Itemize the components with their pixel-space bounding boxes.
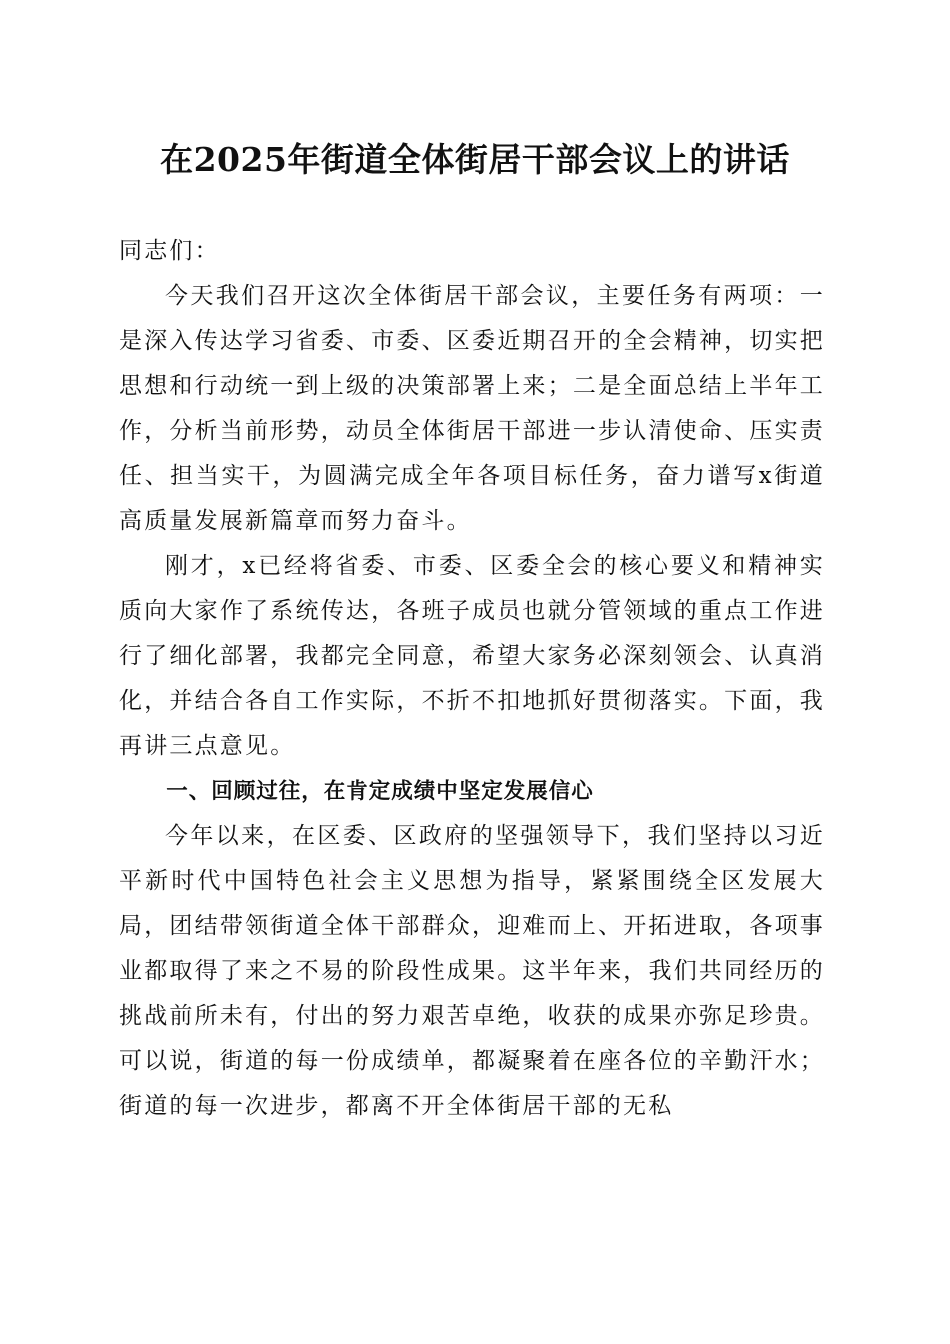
- section-paragraph: 今年以来，在区委、区政府的坚强领导下，我们坚持以习近平新时代中国特色社会主义思想为指导，紧紧围绕全区发展大局，团结带领街道全体干部群众，迎难而上、开拓进取，各项事业都取得了来之不易的阶段性成果。这半年来，我们共同经历的挑战前所未有，付出的努力艰苦卓绝，收获的成果亦弥足珍贵。可以说，街道的每一份成绩单，都凝聚着在座各位的辛勤汗水；街道的每一次进步，都离不开全体街居干部的无私: [119, 823, 825, 1119]
- salutation: 同志们：: [119, 238, 220, 264]
- paragraph-transition: 刚才，x已经将省委、市委、区委全会的核心要义和精神实质向大家作了系统传达，各班子成员也就分管领域的重点工作进行了细化部署，我都完全同意，希望大家务必深刻领会、认真消化，并结合各自工作实际，不折不扣地抓好贯彻落实。下面，我再讲三点意见。: [119, 553, 825, 759]
- document-title: 在2025年街道全体街居干部会议上的讲话: [160, 140, 790, 179]
- document-body: [119, 229, 825, 1129]
- section-heading: 一、回顾过往，在肯定成绩中坚定发展信心: [166, 779, 594, 804]
- paragraph-intro: 今天我们召开这次全体街居干部会议，主要任务有两项：一是深入传达学习省委、市委、区委近期召开的全会精神，切实把思想和行动统一到上级的决策部署上来；二是全面总结上半年工作，分析当前形势，动员全体街居干部进一步认清使命、压实责任、担当实干，为圆满完成全年各项目标任务，奋力谱写x街道高质量发展新篇章而努力奋斗。: [119, 283, 825, 534]
